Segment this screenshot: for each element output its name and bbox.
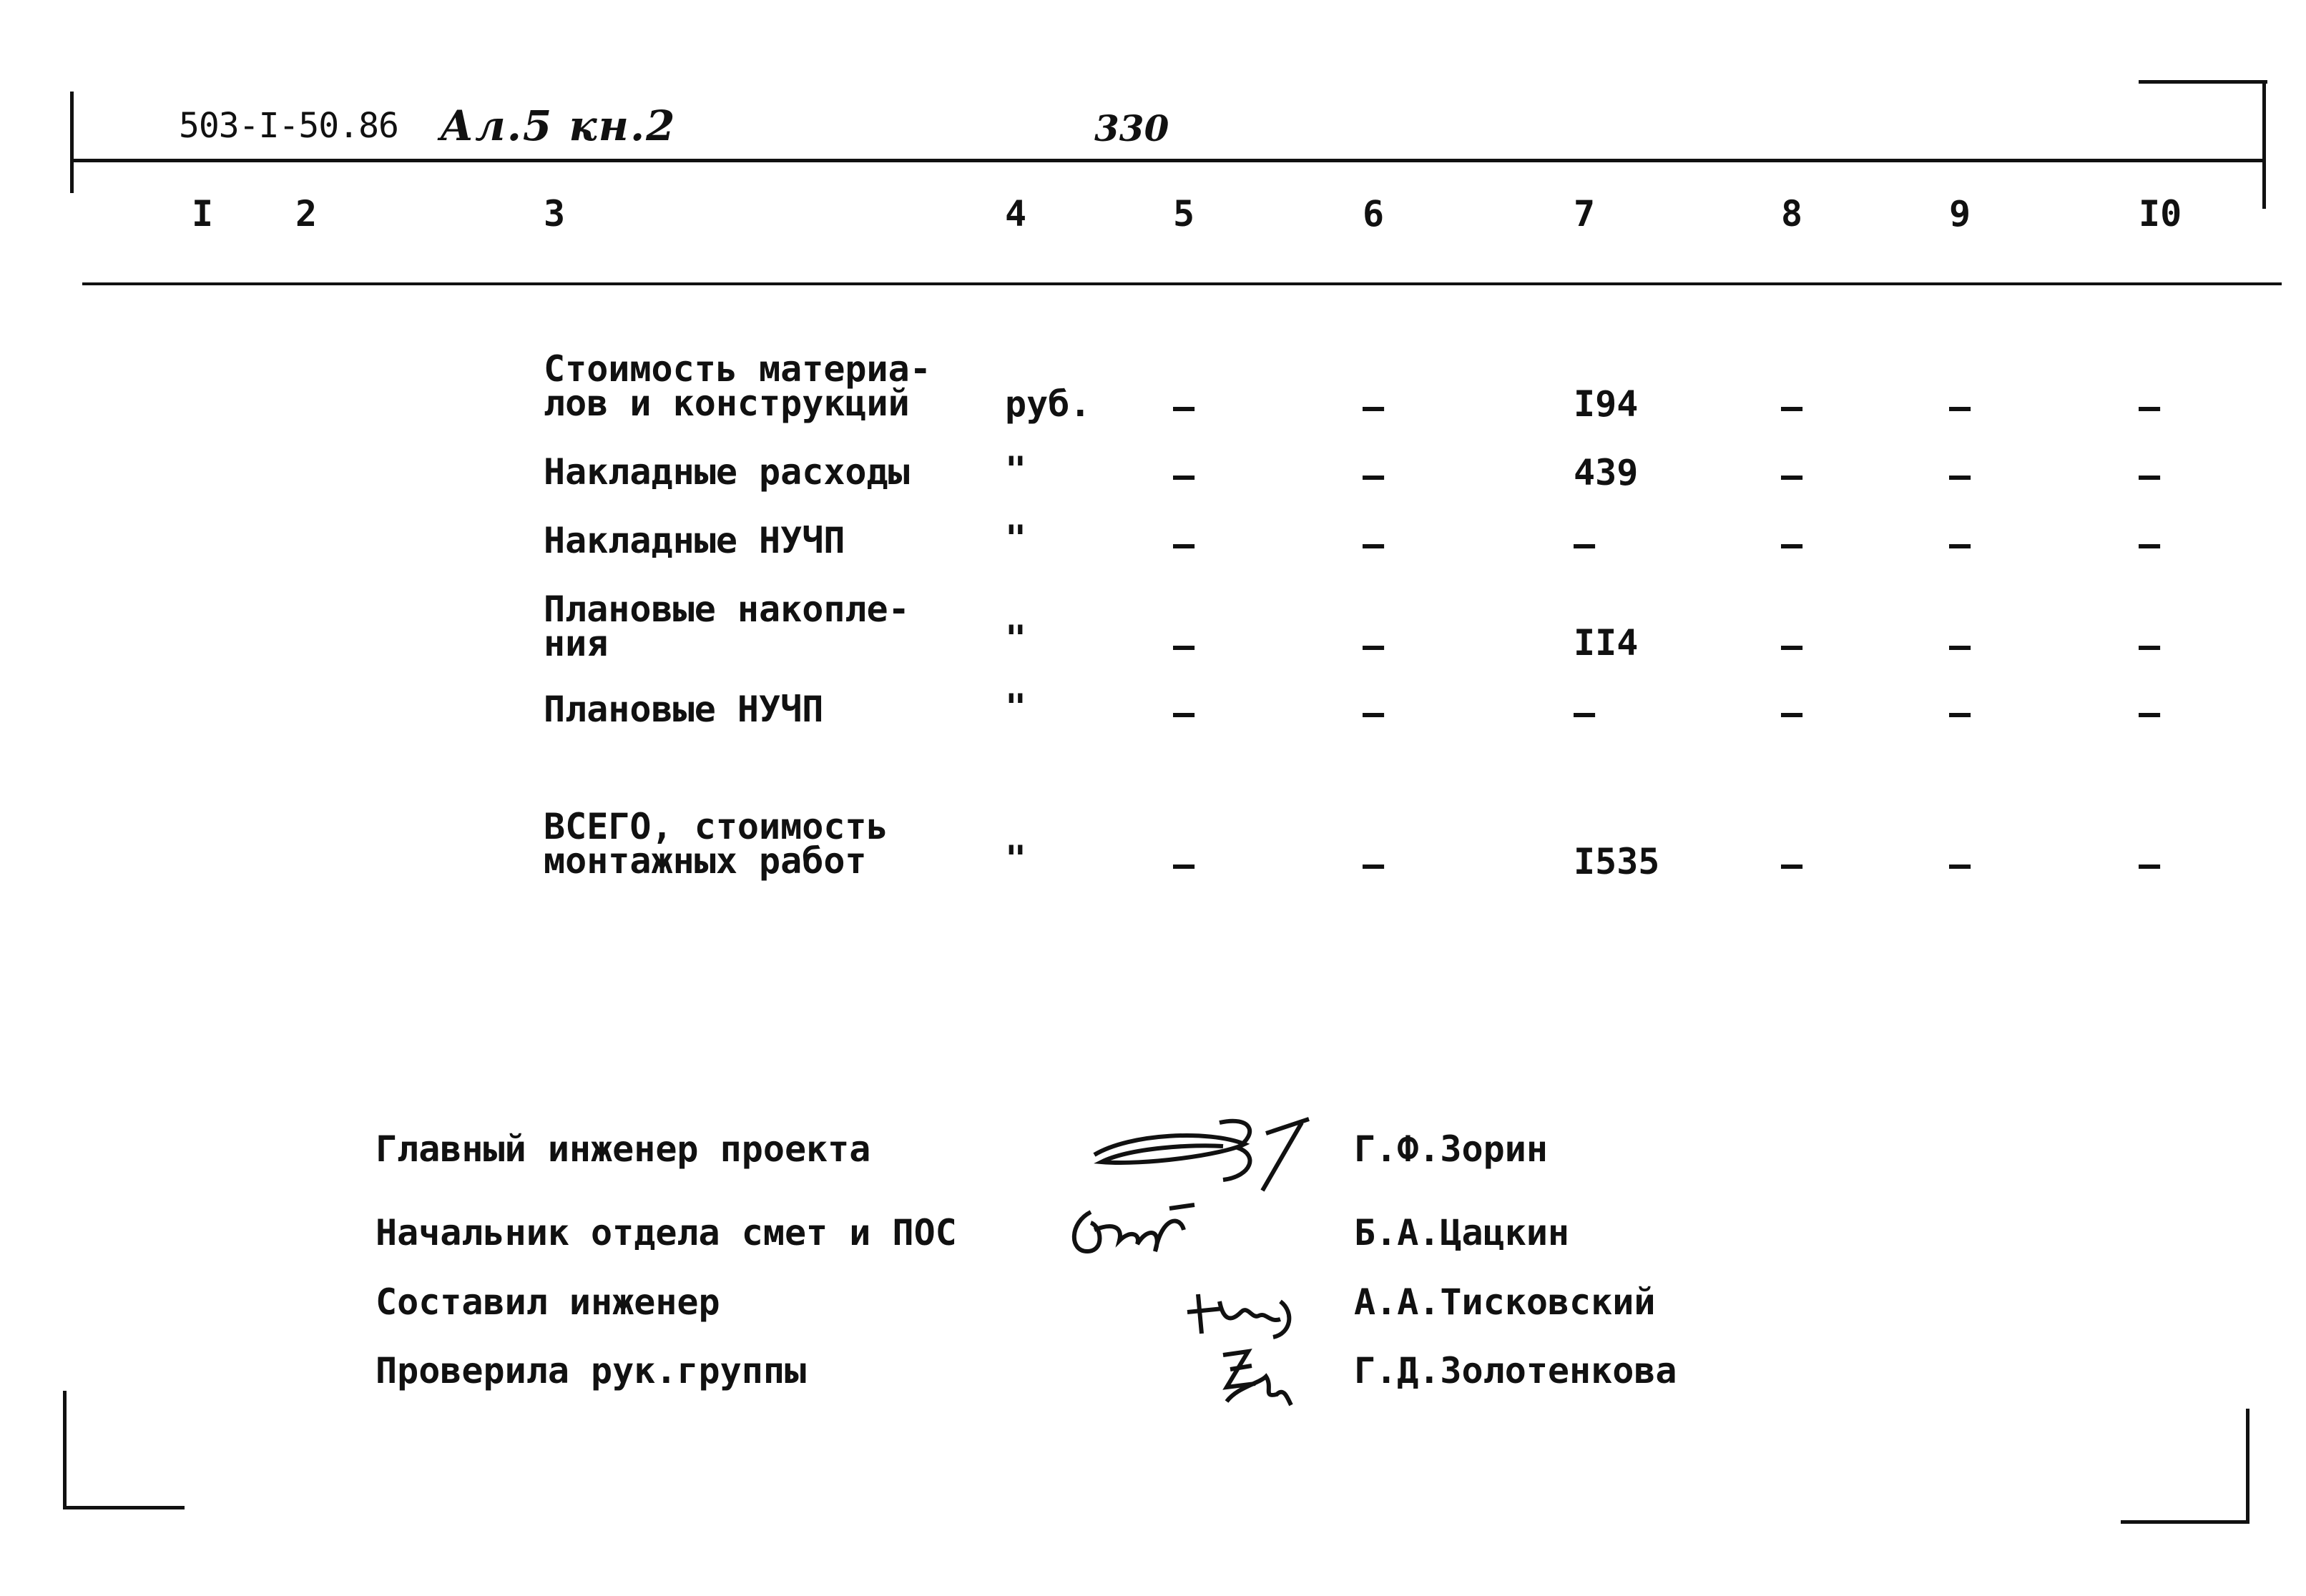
corner-bottom-right-horizontal (2121, 1520, 2249, 1524)
row-col6: – (1363, 692, 1385, 734)
row-col5: – (1173, 455, 1195, 496)
frame-right-tick (2262, 80, 2266, 209)
page-number: 330 (1094, 107, 1169, 149)
signature-role: Составил инженер (376, 1281, 720, 1323)
row-description: Стоимость материа- лов и конструкций (544, 348, 931, 424)
row-col5: – (1173, 386, 1195, 428)
row-col9: – (1949, 625, 1971, 666)
corner-bottom-left-horizontal (63, 1506, 185, 1509)
row-description: ВСЕГО, стоимость монтажных работ (544, 806, 888, 882)
column-number-6: 6 (1363, 193, 1385, 235)
row-col8: – (1781, 692, 1803, 734)
row-description: Плановые накопле- ния (544, 588, 910, 664)
signature-role: Главный инженер проекта (376, 1128, 871, 1170)
row-col10: – (2139, 625, 2161, 666)
column-header-rule (82, 282, 2282, 285)
row-col6: – (1363, 625, 1385, 666)
document-code: 503-I-50.86 (179, 106, 398, 146)
row-unit: " (1005, 618, 1027, 659)
column-number-5: 5 (1173, 193, 1195, 235)
row-col5: – (1173, 692, 1195, 734)
column-number-1: I (192, 193, 214, 235)
signature-name: Г.Д.Золотенкова (1354, 1350, 1677, 1391)
corner-bottom-right-vertical (2246, 1409, 2249, 1523)
row-col10: – (2139, 692, 2161, 734)
row-col10: – (2139, 844, 2161, 885)
row-col10: – (2139, 386, 2161, 428)
row-col8: – (1781, 625, 1803, 666)
signature-scribble (1062, 1201, 1205, 1266)
column-number-7: 7 (1574, 193, 1596, 235)
signature-name: Б.А.Цацкин (1354, 1212, 1570, 1253)
handwritten-note: Ал.5 кн.2 (440, 102, 677, 150)
row-col8: – (1781, 844, 1803, 885)
row-description: Накладные расходы (544, 451, 910, 493)
row-col6: – (1363, 386, 1385, 428)
row-col5: – (1173, 523, 1195, 565)
column-number-8: 8 (1781, 193, 1803, 235)
row-col10: – (2139, 455, 2161, 496)
row-col5: – (1173, 844, 1195, 885)
row-col8: – (1781, 455, 1803, 496)
row-col6: – (1363, 844, 1385, 885)
row-description: Плановые НУЧП (544, 689, 824, 730)
row-unit: " (1005, 518, 1027, 559)
row-unit: " (1005, 686, 1027, 728)
signature-role: Начальник отдела смет и ПОС (376, 1212, 957, 1253)
row-col8: – (1781, 386, 1803, 428)
row-col6: – (1363, 523, 1385, 565)
row-col9: – (1949, 386, 1971, 428)
row-col9: – (1949, 523, 1971, 565)
row-col7: I535 (1574, 841, 1660, 882)
row-col7: – (1574, 523, 1596, 565)
row-col7: II4 (1574, 622, 1639, 664)
frame-top-right (2139, 80, 2267, 84)
corner-bottom-left-vertical (63, 1391, 67, 1509)
signature-name: Г.Ф.Зорин (1354, 1128, 1548, 1170)
row-description: Накладные НУЧП (544, 520, 845, 561)
row-col6: – (1363, 455, 1385, 496)
row-col9: – (1949, 844, 1971, 885)
header-rule (72, 159, 2264, 162)
row-col7: 439 (1574, 452, 1639, 493)
row-col9: – (1949, 692, 1971, 734)
row-col5: – (1173, 625, 1195, 666)
row-col7: I94 (1574, 383, 1639, 425)
signature-scribble (1180, 1280, 1302, 1344)
row-col9: – (1949, 455, 1971, 496)
signature-role: Проверила рук.группы (376, 1350, 807, 1391)
row-unit: " (1005, 449, 1027, 491)
row-unit: " (1005, 838, 1027, 880)
row-unit: руб. (1005, 383, 1091, 425)
row-col10: – (2139, 523, 2161, 565)
column-number-9: 9 (1949, 193, 1971, 235)
row-col7: – (1574, 692, 1596, 734)
frame-left-tick (70, 92, 74, 193)
column-number-4: 4 (1005, 193, 1027, 235)
column-number-2: 2 (295, 193, 318, 235)
signature-name: А.А.Тисковский (1354, 1281, 1656, 1323)
signature-scribble (1209, 1344, 1302, 1416)
signature-scribble (1087, 1105, 1316, 1198)
row-col8: – (1781, 523, 1803, 565)
column-number-3: 3 (544, 193, 566, 235)
column-number-10: I0 (2139, 193, 2182, 235)
